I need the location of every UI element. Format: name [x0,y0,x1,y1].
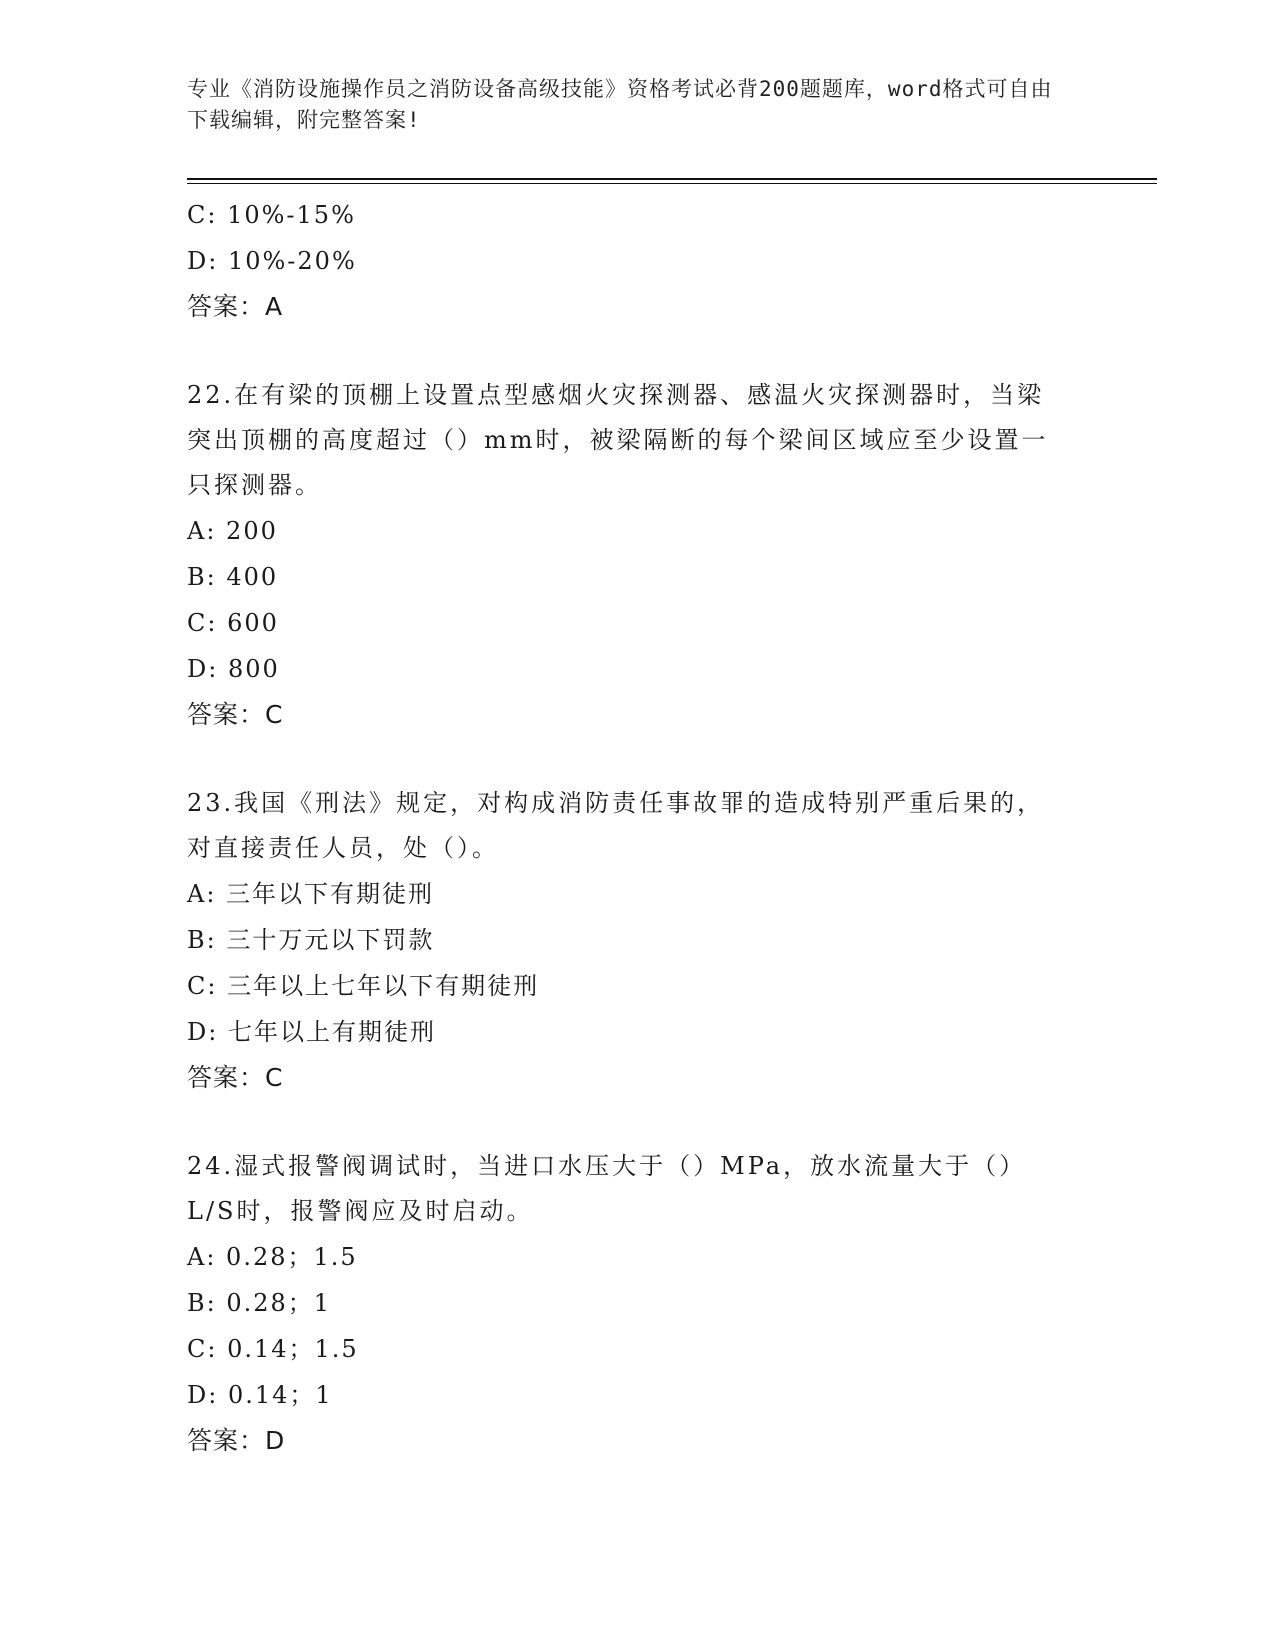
question-text: 24.湿式报警阀调试时，当进口水压大于（）MPa，放水流量大于（）L/S时，报警阀应及时启动。 [187,1152,1027,1225]
option-d: D: 800 [187,655,280,683]
question-22 [187,373,1067,738]
option-a: A: 三年以下有期徒刑 [187,880,435,908]
header-rule-thick [187,178,1157,180]
answer-line: 答案：D [187,1426,286,1455]
option-d: D: 10%-20% [187,247,357,275]
spacer [187,330,1067,373]
option-c: C: 10%-15% [187,201,356,229]
option-a: A: 0.28；1.5 [187,1243,358,1271]
option-d: D: 0.14；1 [187,1381,333,1409]
question-23 [187,781,1067,1101]
question-content [187,192,1067,1464]
option-d: D: 七年以上有期徒刑 [187,1018,436,1046]
option-c: C: 600 [187,609,279,637]
document-header: 专业《消防设施操作员之消防设备高级技能》资格考试必背200题题库，word格式可自由下载编辑，附完整答案! [187,77,1053,132]
question-text: 23.我国《刑法》规定，对构成消防责任事故罪的造成特别严重后果的，对直接责任人员，处（）。 [187,789,1045,862]
answer-line: 答案：C [187,1063,284,1092]
option-b: B: 三十万元以下罚款 [187,926,435,954]
header-rule-thin [187,183,1157,184]
carryover-block [187,192,1067,330]
option-c: C: 0.14；1.5 [187,1335,359,1363]
answer-line: 答案：C [187,700,284,729]
question-24 [187,1144,1067,1464]
option-c: C: 三年以上七年以下有期徒刑 [187,972,540,1000]
answer-line: 答案：A [187,292,284,321]
option-b: B: 400 [187,563,279,591]
spacer [187,738,1067,781]
option-a: A: 200 [187,517,278,545]
option-b: B: 0.28；1 [187,1289,332,1317]
spacer [187,1101,1067,1144]
question-text: 22.在有梁的顶棚上设置点型感烟火灾探测器、感温火灾探测器时，当梁突出顶棚的高度超过（）mm时，被梁隔断的每个梁间区域应至少设置一只探测器。 [187,381,1049,499]
